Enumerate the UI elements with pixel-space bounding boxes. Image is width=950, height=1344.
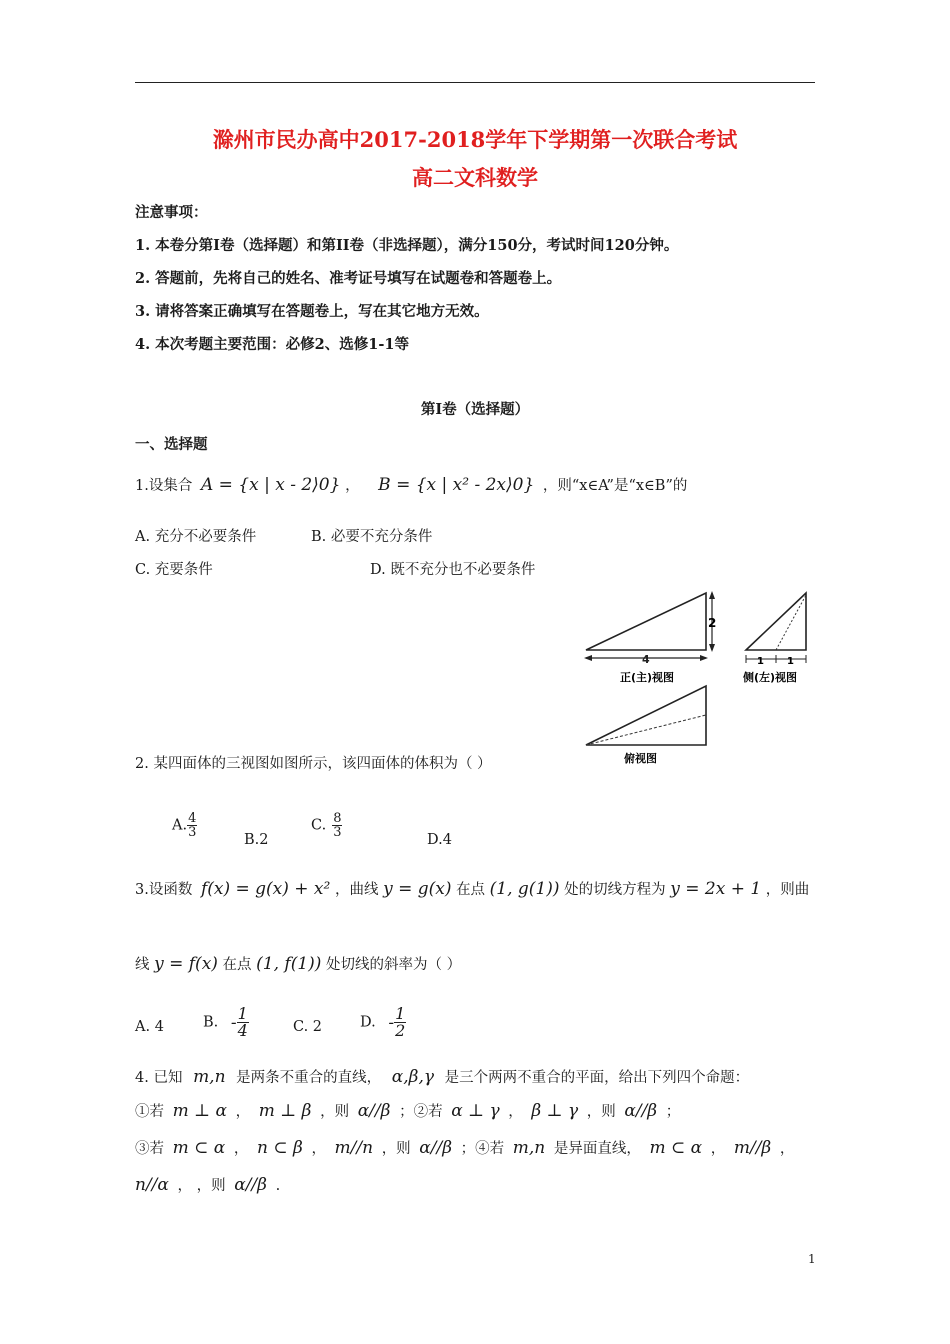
q3-point-g: (1, g(1)) [489,879,560,899]
dim-side-left: 1 [757,656,764,667]
q3-point-f: (1, f(1)) [256,954,322,974]
side-view [742,593,806,684]
q3-option-d-fraction: $\frac{1}{2}$ [395,1004,406,1040]
question-4-line-4: n//α ， ，则 α//β . [135,1175,281,1195]
note-item-4: 4. 本次考题主要范围：必修2、选修1-1等 [135,336,409,353]
q2-option-d: D.4 [427,832,452,848]
q3-tangent-line: y = 2x + 1 [670,879,762,899]
question-3-line-1: 3.设函数 f(x) = g(x) + x² ，曲线 y = g(x) 在点 (1, g(1)) 处的切线方程为 y = 2x + 1 ，则曲 [135,879,810,899]
q2-option-b: B.2 [244,832,269,848]
top-view [586,686,706,765]
side-view-label: 侧(左)视图 [743,671,798,684]
dim-height: 2 [708,616,717,630]
q3-curve-g: y = g(x) [383,879,452,899]
note-item-1: 1. 本卷分第Ⅰ卷（选择题）和第II卷（非选择题），满分150分，考试时间120分钟。 [135,237,679,254]
q1-set-b: B = {x | x² - 2x⟩0} [378,475,535,495]
question-4-line-1: 4. 已知 m,n 是两条不重合的直线， α,β,γ 是三个两两不重合的平面，给出下列四个命题： [135,1067,750,1087]
notes-heading: 注意事项： [135,204,208,221]
front-view-label: 正(主)视图 [620,671,675,684]
exam-subtitle: 高二文科数学 [412,165,538,190]
question-2: 2. 某四面体的三视图如图所示，该四面体的体积为（ ） [135,756,492,772]
q3-option-d: D. - $\frac{1}{2}$ [360,1004,406,1040]
q3-option-b: B. - $\frac{1}{4}$ [203,1004,248,1040]
question-4-line-2: ①若 m ⊥ α ， m ⊥ β ，则 α//β ；②若 α ⊥ γ ， β ⊥ γ ，则 α//β ； [135,1101,681,1121]
front-view [584,591,716,684]
exam-title: 滁州市民办高中2017-2018学年下学期第一次联合考试 [212,127,738,152]
dim-side-right: 1 [787,656,794,667]
q1-prefix: 1.设集合 [135,478,193,494]
q2-option-a-fraction: $\frac{4}{3}$ [188,811,197,840]
q1-suffix: ，则“x∈A”是“x∈B”的 [542,478,688,494]
q2-option-c-fraction: $\frac{8}{3}$ [333,811,342,840]
q1-option-c: C. 充要条件 [135,562,213,578]
part-title: 一、选择题 [135,436,208,453]
question-3-line-2: 线 y = f(x) 在点 (1, f(1)) 处切线的斜率为（ ） [135,954,462,974]
note-item-2: 2. 答题前，先将自己的姓名、准考证号填写在试题卷和答题卷上。 [135,270,562,287]
q3-option-a: A. 4 [135,1019,164,1035]
q1-comma: ， [345,478,360,494]
volume-title: 第Ⅰ卷（选择题） [420,401,530,418]
q3-f-definition: f(x) = g(x) + x² [200,879,331,899]
q2-option-a: A. $\frac{4}{3}$ [172,811,197,840]
page-number: 1 [808,1252,816,1266]
question-1 [135,474,687,495]
question-4-line-3: ③若 m ⊂ α ， n ⊂ β ， m//n ，则 α//β ；④若 m,n 是异面直线， m ⊂ α ， m//β ， [135,1138,795,1158]
q1-option-a: A. 充分不必要条件 [135,529,257,545]
three-view-figure [580,585,820,770]
q3-curve-f: y = f(x) [154,954,218,974]
dim-front-width: 4 [642,653,650,666]
q3-option-c: C. 2 [293,1019,323,1035]
q3-option-b-fraction: $\frac{1}{4}$ [237,1004,248,1040]
q1-option-b: B. 必要不充分条件 [311,529,433,545]
q1-set-a: A = {x | x - 2⟩0} [200,475,341,495]
q2-option-c: C. $\frac{8}{3}$ [311,811,342,840]
top-view-label: 俯视图 [624,752,657,765]
header-rule [135,82,815,83]
note-item-3: 3. 请将答案正确填写在答题卷上，写在其它地方无效。 [135,303,489,320]
q1-option-d: D. 既不充分也不必要条件 [370,562,536,578]
